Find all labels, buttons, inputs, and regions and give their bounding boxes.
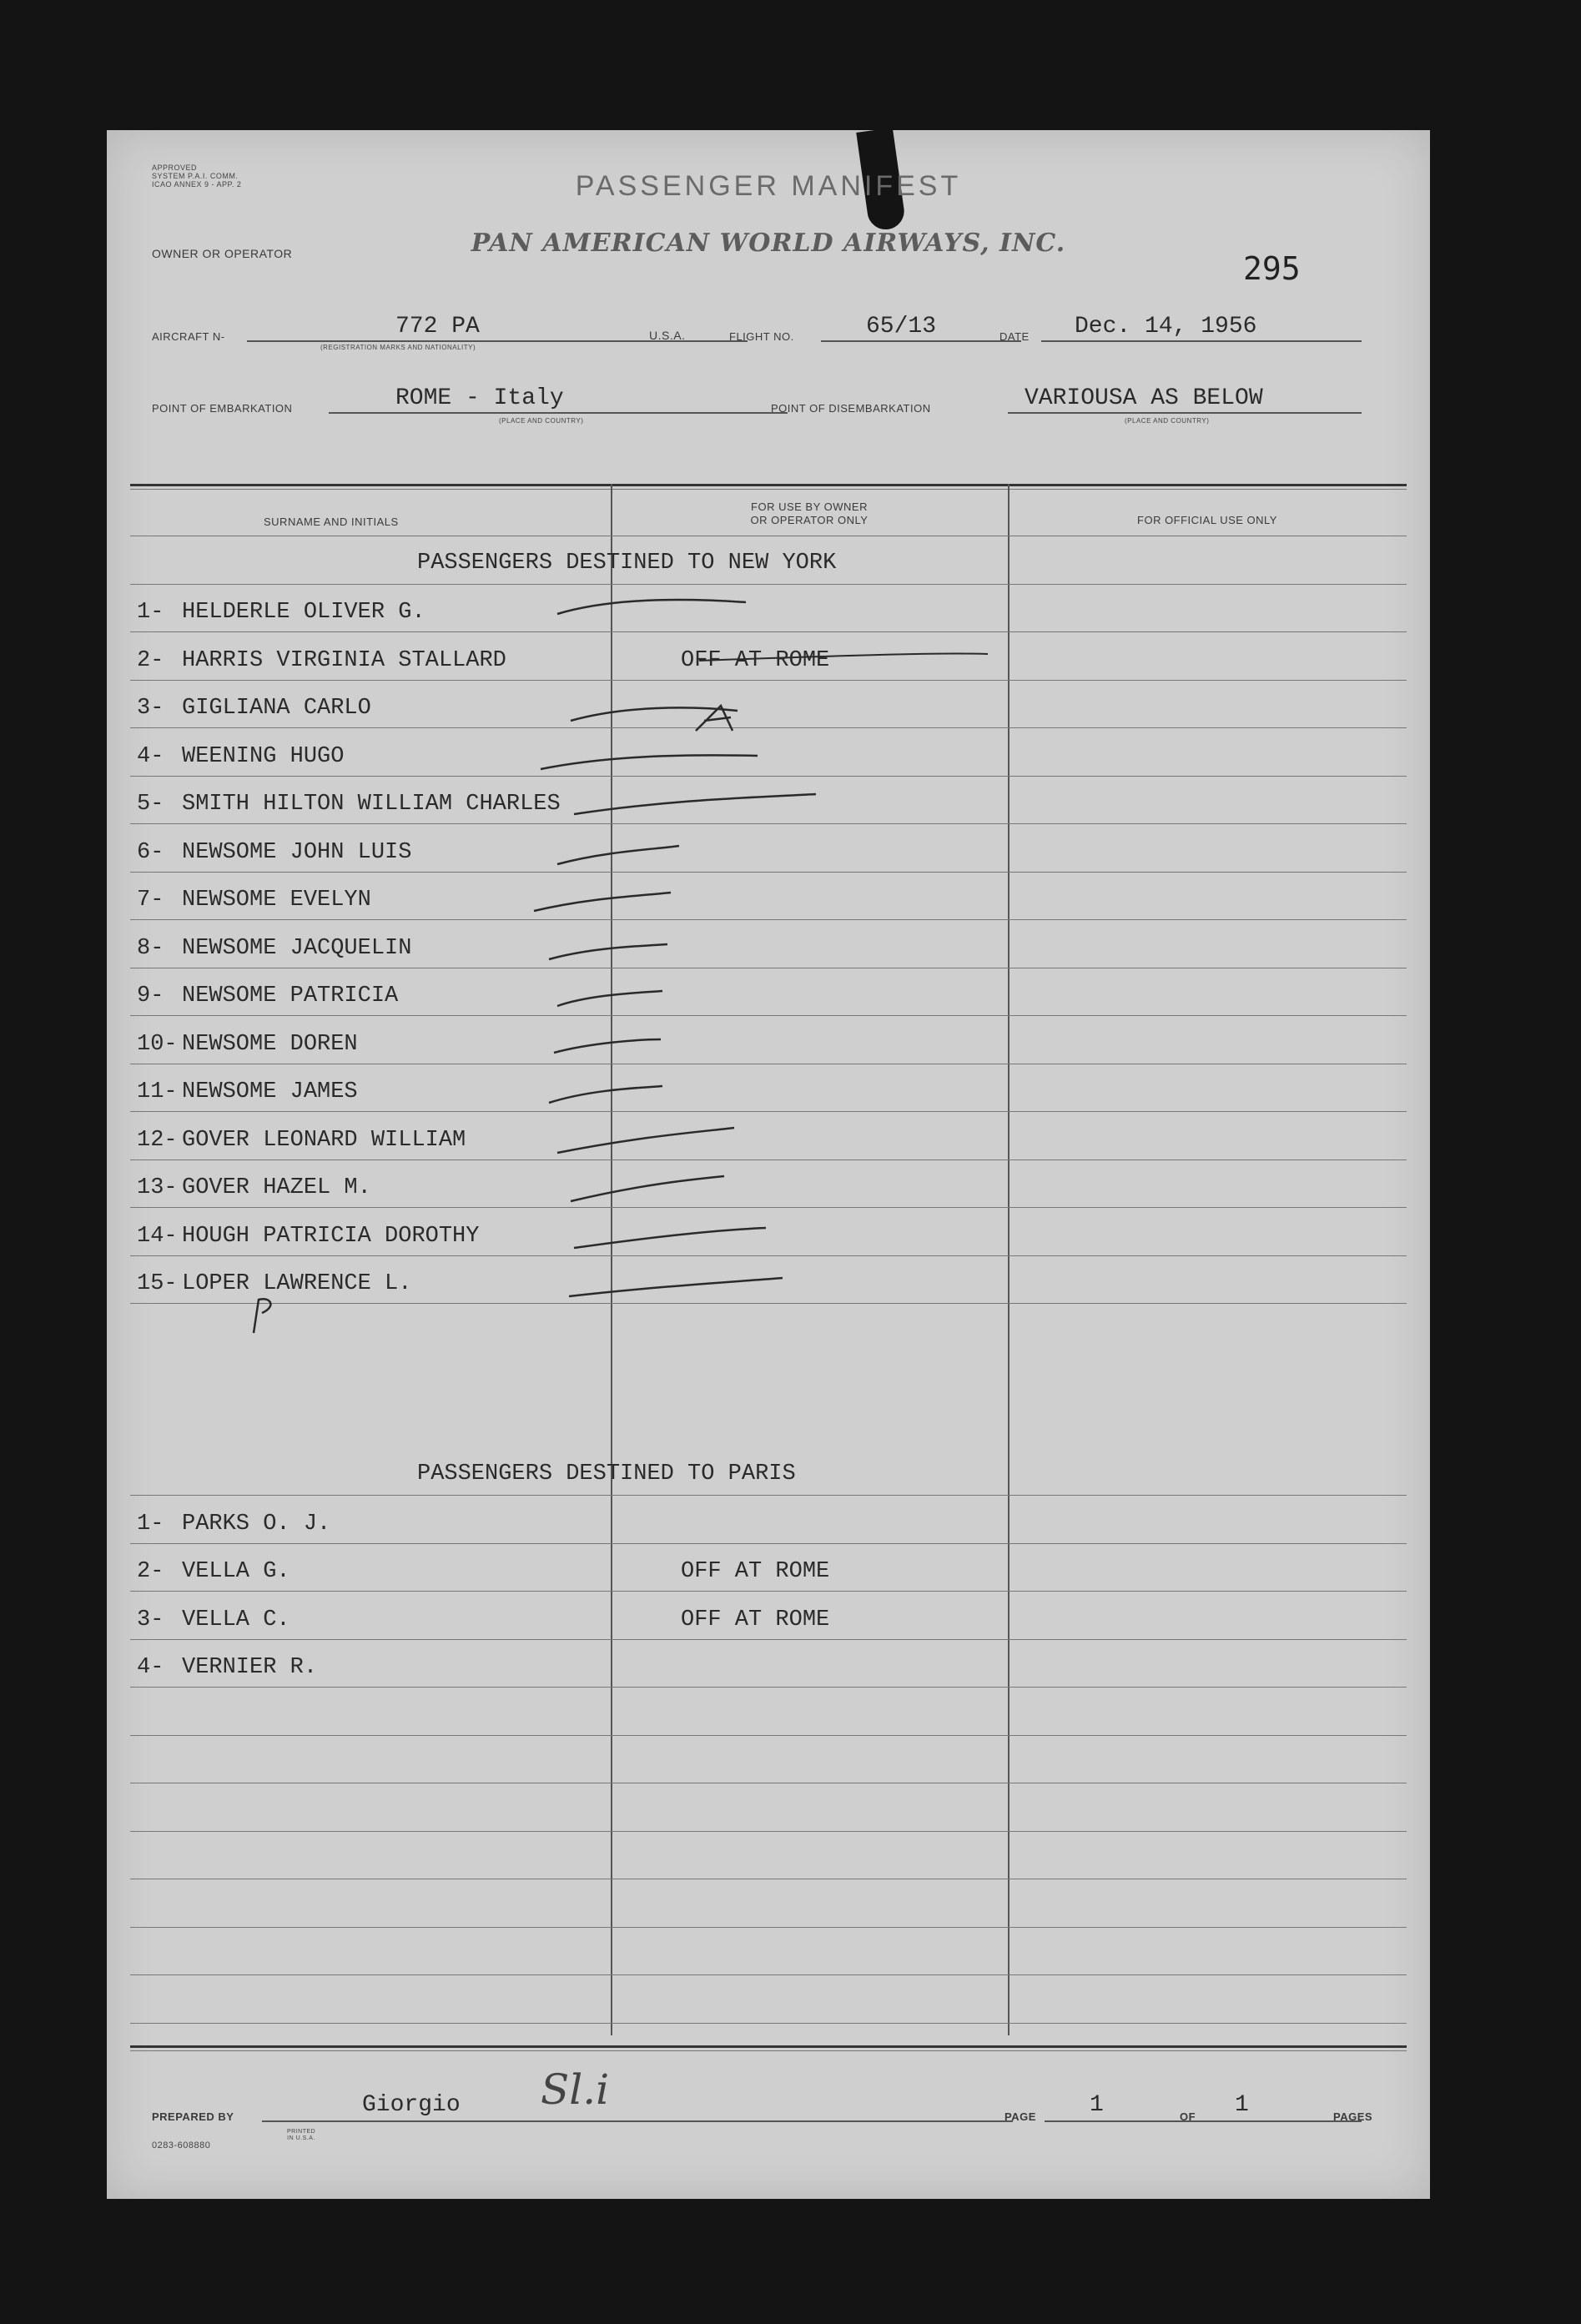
row-rule xyxy=(130,1831,1407,1832)
prepared-fill-line xyxy=(262,2120,1013,2122)
passenger-row xyxy=(130,1495,1407,1543)
passenger-row xyxy=(130,776,1407,824)
printed-mark: PRINTED IN U.S.A. xyxy=(287,2129,316,2141)
of-value: 1 xyxy=(1235,2092,1249,2118)
passenger-name: PARKS O. J. xyxy=(182,1511,331,1537)
passenger-name: GIGLIANA CARLO xyxy=(182,696,371,721)
owner-value: PAN AMERICAN WORLD AIRWAYS, INC. xyxy=(471,229,1066,258)
passenger-name: NEWSOME JOHN LUIS xyxy=(182,839,412,865)
flight-fill-line xyxy=(821,340,1021,342)
disembark-value: VARIOUSA AS BELOW xyxy=(1025,385,1263,411)
manifest-sheet xyxy=(107,130,1430,2199)
disembark-sub: (PLACE AND COUNTRY) xyxy=(1125,417,1210,425)
passenger-name: NEWSOME PATRICIA xyxy=(182,983,399,1009)
disembark-fill-line xyxy=(1008,412,1362,414)
col-header-owner-line: FOR USE BY OWNER xyxy=(751,501,868,513)
embark-fill-line xyxy=(329,412,788,414)
passenger-name: HELDERLE OLIVER G. xyxy=(182,600,425,625)
passenger-row xyxy=(130,631,1407,680)
passenger-name: VERNIER R. xyxy=(182,1655,318,1680)
approval-line: APPROVED xyxy=(152,163,198,172)
row-rule xyxy=(130,1735,1407,1736)
passenger-note: OFF AT ROME xyxy=(681,1607,830,1632)
passenger-number: 2- xyxy=(137,1559,164,1584)
page-label: PAGE xyxy=(1004,2110,1036,2123)
table-bottom-rule-inner xyxy=(130,2050,1407,2051)
row-rule xyxy=(130,1974,1407,1975)
page-value: 1 xyxy=(1090,2092,1104,2118)
table-top-rule-inner xyxy=(130,489,1407,490)
prepared-value: Giorgio xyxy=(362,2092,461,2118)
passenger-row xyxy=(130,1064,1407,1112)
passenger-number: 1- xyxy=(137,600,164,625)
passenger-name: NEWSOME JACQUELIN xyxy=(182,935,412,961)
passenger-row xyxy=(130,584,1407,632)
passenger-name: WEENING HUGO xyxy=(182,743,345,769)
passenger-name: SMITH HILTON WILLIAM CHARLES xyxy=(182,792,561,817)
passenger-number: 12- xyxy=(137,1127,178,1153)
date-fill-line xyxy=(1041,340,1362,342)
row-rule xyxy=(130,1303,1407,1304)
flight-label: FLIGHT NO. xyxy=(729,330,794,343)
embark-value: ROME - Italy xyxy=(395,385,564,411)
passenger-note: OFF AT ROME xyxy=(681,647,830,673)
passenger-number: 8- xyxy=(137,935,164,961)
passenger-number: 5- xyxy=(137,792,164,817)
flight-value: 65/13 xyxy=(866,314,937,340)
row-rule xyxy=(130,1687,1407,1688)
passenger-row xyxy=(130,919,1407,968)
passenger-name: VELLA C. xyxy=(182,1607,290,1632)
passenger-number: 6- xyxy=(137,839,164,865)
passenger-number: 1- xyxy=(137,1511,164,1537)
passenger-number: 4- xyxy=(137,1655,164,1680)
col-header-official: FOR OFFICIAL USE ONLY xyxy=(1137,514,1277,526)
col-header-surname: SURNAME AND INITIALS xyxy=(264,516,399,528)
approval-line: ICAO ANNEX 9 - APP. 2 xyxy=(152,180,242,189)
passenger-number: 3- xyxy=(137,696,164,721)
aircraft-sub: (REGISTRATION MARKS AND NATIONALITY) xyxy=(320,344,476,351)
passenger-number: 9- xyxy=(137,983,164,1009)
owner-label: OWNER OR OPERATOR xyxy=(152,247,293,260)
passenger-name: NEWSOME DOREN xyxy=(182,1031,358,1057)
passenger-row xyxy=(130,1255,1407,1304)
date-value: Dec. 14, 1956 xyxy=(1075,314,1257,340)
passenger-number: 11- xyxy=(137,1079,178,1104)
passenger-number: 7- xyxy=(137,888,164,913)
passenger-number: 2- xyxy=(137,647,164,673)
embark-label: POINT OF EMBARKATION xyxy=(152,402,293,415)
passenger-number: 3- xyxy=(137,1607,164,1632)
passenger-row xyxy=(130,823,1407,872)
passenger-name: NEWSOME EVELYN xyxy=(182,888,371,913)
passenger-number: 14- xyxy=(137,1223,178,1249)
row-rule xyxy=(130,1927,1407,1928)
passenger-row xyxy=(130,1207,1407,1255)
table-top-rule xyxy=(130,484,1407,486)
col-header-owner-use xyxy=(611,501,1008,527)
usa-label: U.S.A. xyxy=(649,329,686,342)
form-title: PASSENGER MANIFEST xyxy=(575,170,962,202)
passenger-name: HARRIS VIRGINIA STALLARD xyxy=(182,647,506,673)
passenger-row xyxy=(130,1015,1407,1064)
disembark-label: POINT OF DISEMBARKATION xyxy=(771,402,931,415)
table-bottom-rule xyxy=(130,2045,1407,2048)
section-heading: PASSENGERS DESTINED TO NEW YORK xyxy=(417,550,837,576)
row-rule xyxy=(130,2023,1407,2024)
pen-correction-p xyxy=(254,1299,270,1333)
form-code: 0283-608880 xyxy=(152,2140,211,2150)
passenger-row xyxy=(130,1591,1407,1639)
passenger-number: 13- xyxy=(137,1175,178,1200)
col-header-owner-line: OR OPERATOR ONLY xyxy=(750,514,869,526)
passenger-row xyxy=(130,968,1407,1016)
passenger-name: GOVER HAZEL M. xyxy=(182,1175,371,1200)
preparer-signature: Sl.i xyxy=(541,2065,610,2114)
aircraft-label: AIRCRAFT N- xyxy=(152,330,225,343)
passenger-row xyxy=(130,1111,1407,1159)
passenger-number: 4- xyxy=(137,743,164,769)
of-label: OF xyxy=(1180,2110,1196,2123)
embark-sub: (PLACE AND COUNTRY) xyxy=(499,417,584,425)
page-number-stamp: 295 xyxy=(1243,250,1301,287)
passenger-row xyxy=(130,872,1407,920)
passenger-row xyxy=(130,680,1407,728)
passenger-row xyxy=(130,727,1407,776)
approval-line: SYSTEM P.A.I. COMM. xyxy=(152,172,239,180)
passenger-row xyxy=(130,1639,1407,1688)
passenger-number: 15- xyxy=(137,1271,178,1296)
passenger-name: LOPER LAWRENCE L. xyxy=(182,1271,412,1296)
passenger-note: OFF AT ROME xyxy=(681,1559,830,1584)
date-label: DATE xyxy=(999,330,1030,343)
passenger-row xyxy=(130,1543,1407,1592)
passenger-name: NEWSOME JAMES xyxy=(182,1079,358,1104)
passenger-name: HOUGH PATRICIA DOROTHY xyxy=(182,1223,480,1249)
prepared-label: PREPARED BY xyxy=(152,2110,234,2123)
passenger-name: VELLA G. xyxy=(182,1559,290,1584)
passenger-name: GOVER LEONARD WILLIAM xyxy=(182,1127,466,1153)
section-heading: PASSENGERS DESTINED TO PARIS xyxy=(417,1461,796,1486)
aircraft-value: 772 PA xyxy=(395,314,480,340)
pages-label: PAGES xyxy=(1333,2110,1373,2123)
passenger-number: 10- xyxy=(137,1031,178,1057)
passenger-row xyxy=(130,1159,1407,1208)
